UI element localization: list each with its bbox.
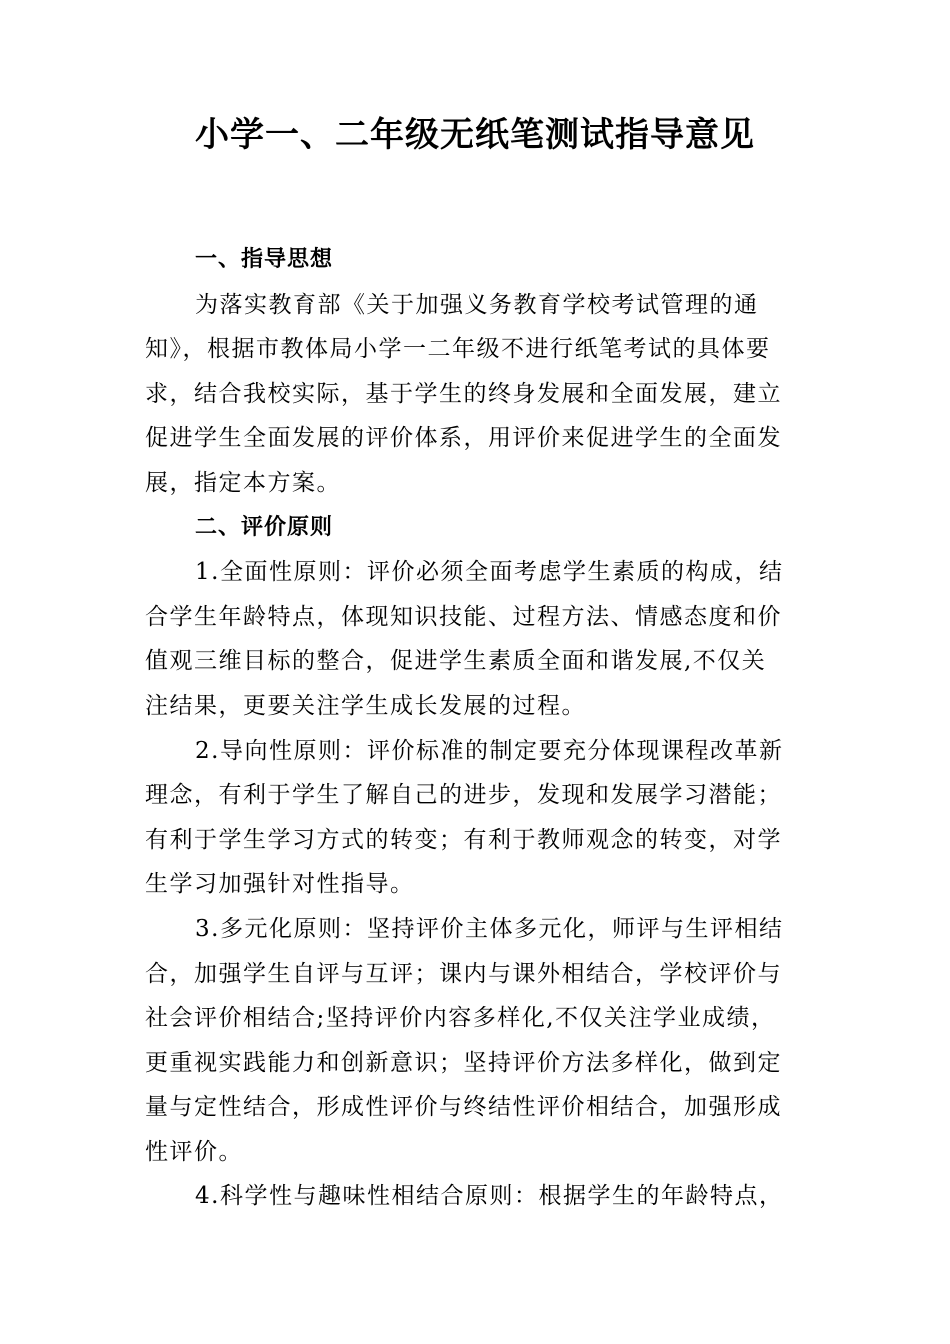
paragraph-line: 生学习加强针对性指导。 (145, 871, 415, 898)
section-heading-guiding-thought: 一、指导思想 (195, 247, 334, 272)
paragraph-line: 注结果，更要关注学生成长发展的过程。 (145, 692, 586, 719)
paragraph-line: 为落实教育部《关于加强义务教育学校考试管理的通 (195, 291, 759, 318)
paragraph-line: 求，结合我校实际，基于学生的终身发展和全面发展，建立 (145, 380, 782, 407)
paragraph-line: 展，指定本方案。 (145, 469, 341, 496)
paragraph-line: 有利于学生学习方式的转变；有利于教师观念的转变，对学 (145, 826, 782, 853)
paragraph-line: 2.导向性原则：评价标准的制定要充分体现课程改革新 (195, 737, 784, 764)
paragraph-line: 4.科学性与趣味性相结合原则：根据学生的年龄特点， (195, 1183, 784, 1210)
paragraph-line: 量与定性结合，形成性评价与终结性评价相结合，加强形成 (145, 1094, 782, 1121)
paragraph-line: 促进学生全面发展的评价体系，用评价来促进学生的全面发 (145, 425, 782, 452)
paragraph-line: 合，加强学生自评与互评；课内与课外相结合，学校评价与 (145, 960, 782, 987)
paragraph-line: 社会评价相结合;坚持评价内容多样化,不仅关注学业成绩， (145, 1005, 776, 1032)
paragraph-line: 1.全面性原则：评价必须全面考虑学生素质的构成，结 (195, 559, 784, 586)
paragraph-line: 理念，有利于学生了解自己的进步，发现和发展学习潜能； (145, 782, 782, 809)
paragraph-line: 值观三维目标的整合，促进学生素质全面和谐发展,不仅关 (145, 648, 767, 675)
paragraph-line: 性评价。 (145, 1138, 243, 1165)
document-body (145, 238, 810, 1219)
paragraph-line: 合学生年龄特点，体现知识技能、过程方法、情感态度和价 (145, 603, 782, 630)
paragraph-line: 3.多元化原则：坚持评价主体多元化，师评与生评相结 (195, 915, 784, 942)
paragraph-line: 更重视实践能力和创新意识；坚持评价方法多样化，做到定 (145, 1049, 782, 1076)
paragraph-line: 知》，根据市教体局小学一二年级不进行纸笔考试的具体要 (145, 336, 771, 363)
section-heading-evaluation-principles: 二、评价原则 (195, 514, 334, 540)
document-title: 小学一、二年级无纸笔测试指导意见 (195, 115, 755, 155)
